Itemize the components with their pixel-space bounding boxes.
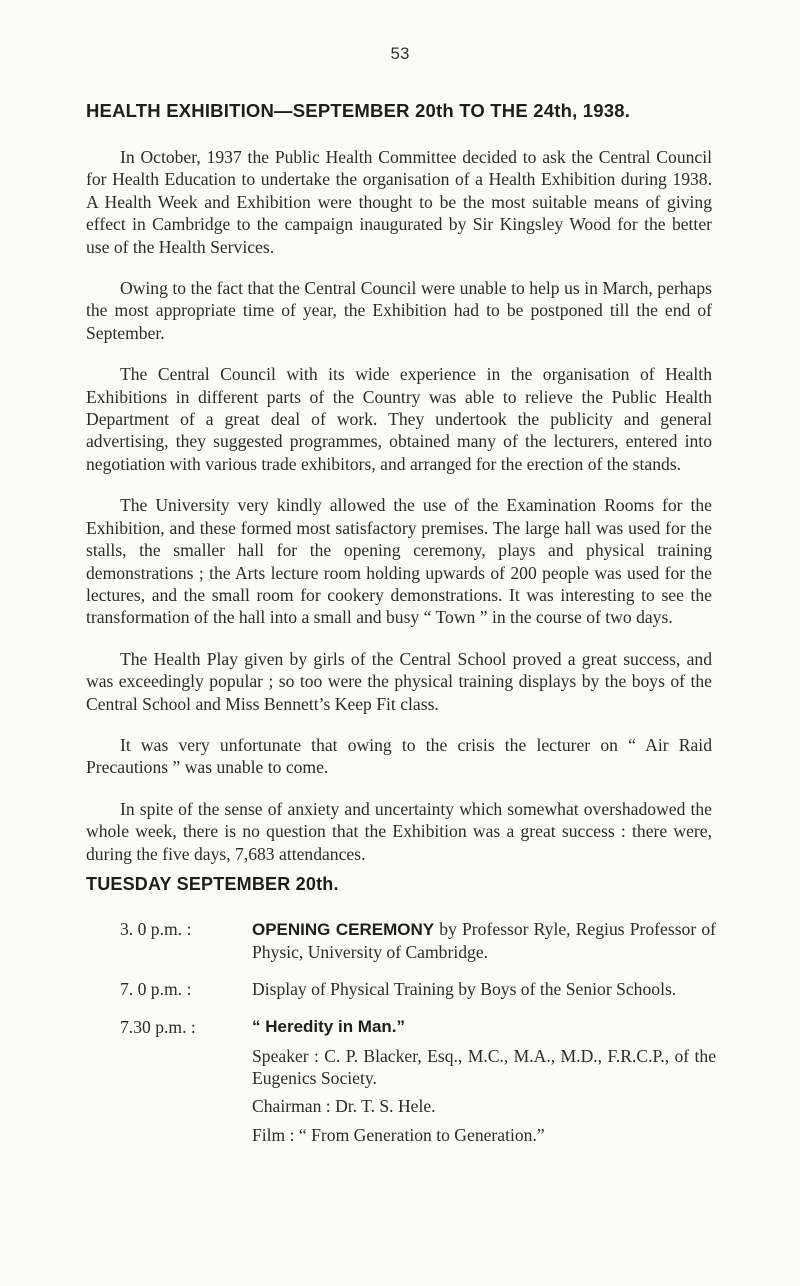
section-heading: TUESDAY SEPTEMBER 20th.	[86, 874, 339, 894]
schedule-entry	[120, 978, 716, 1000]
entry-time: 3. 0 p.m. :	[120, 919, 192, 939]
paragraph-postponement: Owing to the fact that the Central Council were unable to help us in March, perhaps the most appropriate time of year, the Exhibition had to be postponed till the end of September.	[86, 278, 712, 343]
entry-text	[252, 918, 716, 964]
paragraph-central-council: The Central Council with its wide experience in the organisation of Health Exhibitions in different parts of the Country was able to relieve the Public Health Department of a great deal of work. They undertook the publicity and general advertising, they suggested programmes, obtained many of the lecturers, entered into negotiation with various trade exhibitors, and arranged for the erection of the stands.	[86, 364, 712, 474]
schedule	[120, 918, 716, 1160]
page-title: HEALTH EXHIBITION—SEPTEMBER 20th TO THE 24th, 1938.	[86, 100, 631, 121]
entry-detail: Display of Physical Training by Boys of the Senior Schools.	[252, 978, 677, 999]
page-number: 53	[390, 44, 410, 63]
entry-film: Film : “ From Generation to Generation.”	[252, 1124, 545, 1145]
report-body	[86, 146, 712, 884]
paragraph-intro: In October, 1937 the Public Health Committee decided to ask the Central Council for Health Education to undertake the organisation of a Health Exhibition during 1938. A Health Week and Exhibition were thought to be the most suitable means of giving effect in Cambridge to the campaign inaugurated by Sir Kingsley Wood for the better use of the Health Services.	[86, 147, 712, 257]
entry-chairman: Chairman : Dr. T. S. Hele.	[252, 1096, 436, 1117]
entry-description	[252, 1016, 716, 1146]
paragraph-air-raid: It was very unfortunate that owing to the crisis the lecturer on “ Air Raid Precautions ” was unable to come.	[86, 734, 712, 778]
entry-detail: by Professor Ryle, Regius Professor of Physic, University of Cambridge.	[252, 919, 717, 963]
entry-speaker: Speaker : C. P. Blacker, Esq., M.C., M.A., M.D., F.R.C.P., of the Eugenics Society.	[252, 1045, 716, 1089]
paragraph-health-play: The Health Play given by girls of the Central School proved a great success, and was exceedingly popular ; so too were the physical training displays by the boys of the Central School and Miss Bennett’s Keep Fit class.	[86, 648, 712, 714]
entry-description	[252, 918, 716, 964]
entry-time: 7.30 p.m. :	[120, 1017, 196, 1038]
schedule-entry	[120, 1016, 716, 1146]
paragraph-attendance: In spite of the sense of anxiety and uncertainty which somewhat overshadowed the whole week, there is no question that the Exhibition was a great success : there were, during the five days, 7,683 attendances.	[86, 798, 712, 864]
entry-event-title: OPENING CEREMONY	[252, 920, 435, 939]
schedule-entry	[120, 918, 716, 964]
paragraph-university-rooms: The University very kindly allowed the use of the Examination Rooms for the Exhibition, and these formed most satisfactory premises. The large hall was used for the stalls, the smaller hall for the opening ceremony, plays and physical training demonstrations ; the Arts lecture room holding upwards of 200 people was used for the lectures, and the small room for cookery demonstrations. It was interesting to see the transformation of the hall into a small and busy “ Town ” in the course of two days.	[86, 495, 712, 628]
entry-description	[252, 978, 716, 1000]
entry-time: 7. 0 p.m. :	[120, 978, 192, 999]
entry-event-title: “ Heredity in Man.”	[252, 1017, 406, 1037]
